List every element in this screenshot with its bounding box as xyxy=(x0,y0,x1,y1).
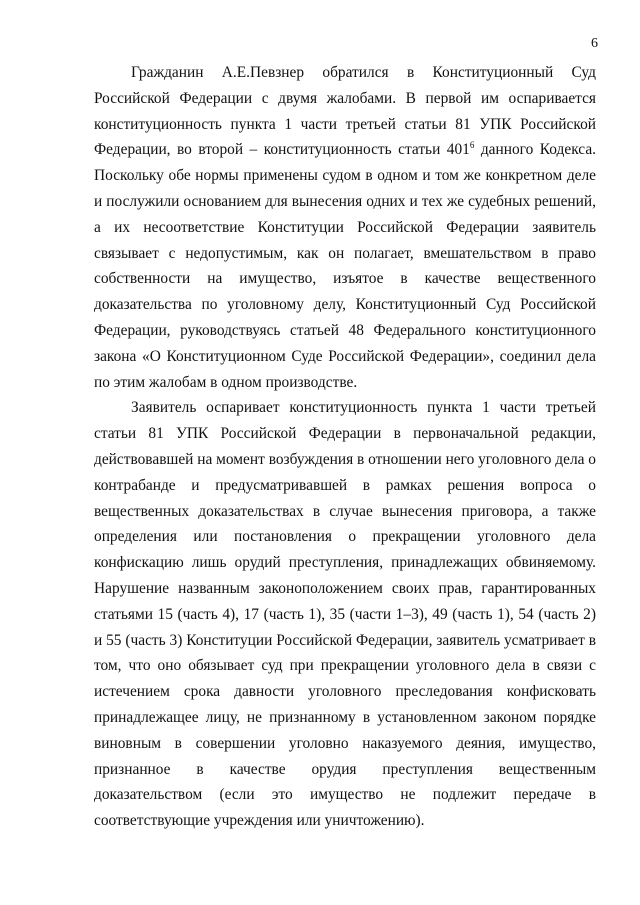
document-body xyxy=(94,60,596,834)
paragraph-text: Гражданин А.Е.Певзнер обратился в Конституционный Суд Российской Федерации с двумя жалобами. В первой им оспаривается конституционность пункта 1 части третьей статьи 81 УПК Российской Федерации, во второй – конституционность статьи 401 xyxy=(94,64,596,159)
paragraph-text: данного Кодекса. Поскольку обе нормы применены судом в одном и том же конкретном деле и послужили основанием для вынесения одних и тех же судебных решений, а их несоответствие Конституции Российской Федерации заявитель связывает с недопустимым, как он полагает, вмешательством в право собственности на имущество, изъятое в качестве вещественного доказательства по уголовному делу, Конституционный Суд Российской Федерации, руководствуясь статьей 48 Федерального конституционного закона «О Конституционном Суде Российской Федерации», соединил дела по этим жалобам в одном производстве. xyxy=(94,141,596,391)
paragraph-text: Заявитель оспаривает конституционность пункта 1 части третьей статьи 81 УПК Российской Федерации в первоначальной редакции, действовавшей на момент возбуждения в отношении него уголовного дела о контрабанде и предусматривавшей в рамках решения вопроса о вещественных доказательствах в случае вынесения приговора, а также определения или постановления о прекращении уголовного дела конфискацию лишь орудий преступления, принадлежащих обвиняемому. Нарушение названным законоположением своих прав, гарантированных статьями 15 (часть 4), 17 (часть 1), 35 (части 1–3), 49 (часть 1), 54 (часть 2) и 55 (часть 3) Конституции Российской Федерации, заявитель усматривает в том, что оно обязывает суд при прекращении уголовного дела в связи с истечением срока давности уголовного преследования конфисковать принадлежащее лицу, не признанному в установленном законом порядке виновным в совершении уголовно наказуемого деяния, имущество, признанное в качестве орудия преступления вещественным доказательством (если это имущество не подлежит передаче в соответствующие учреждения или уничтожению). xyxy=(94,399,596,830)
superscript: 6 xyxy=(469,140,475,151)
body-paragraph xyxy=(94,395,596,834)
body-paragraph xyxy=(94,60,596,395)
page-number: 6 xyxy=(591,36,598,51)
